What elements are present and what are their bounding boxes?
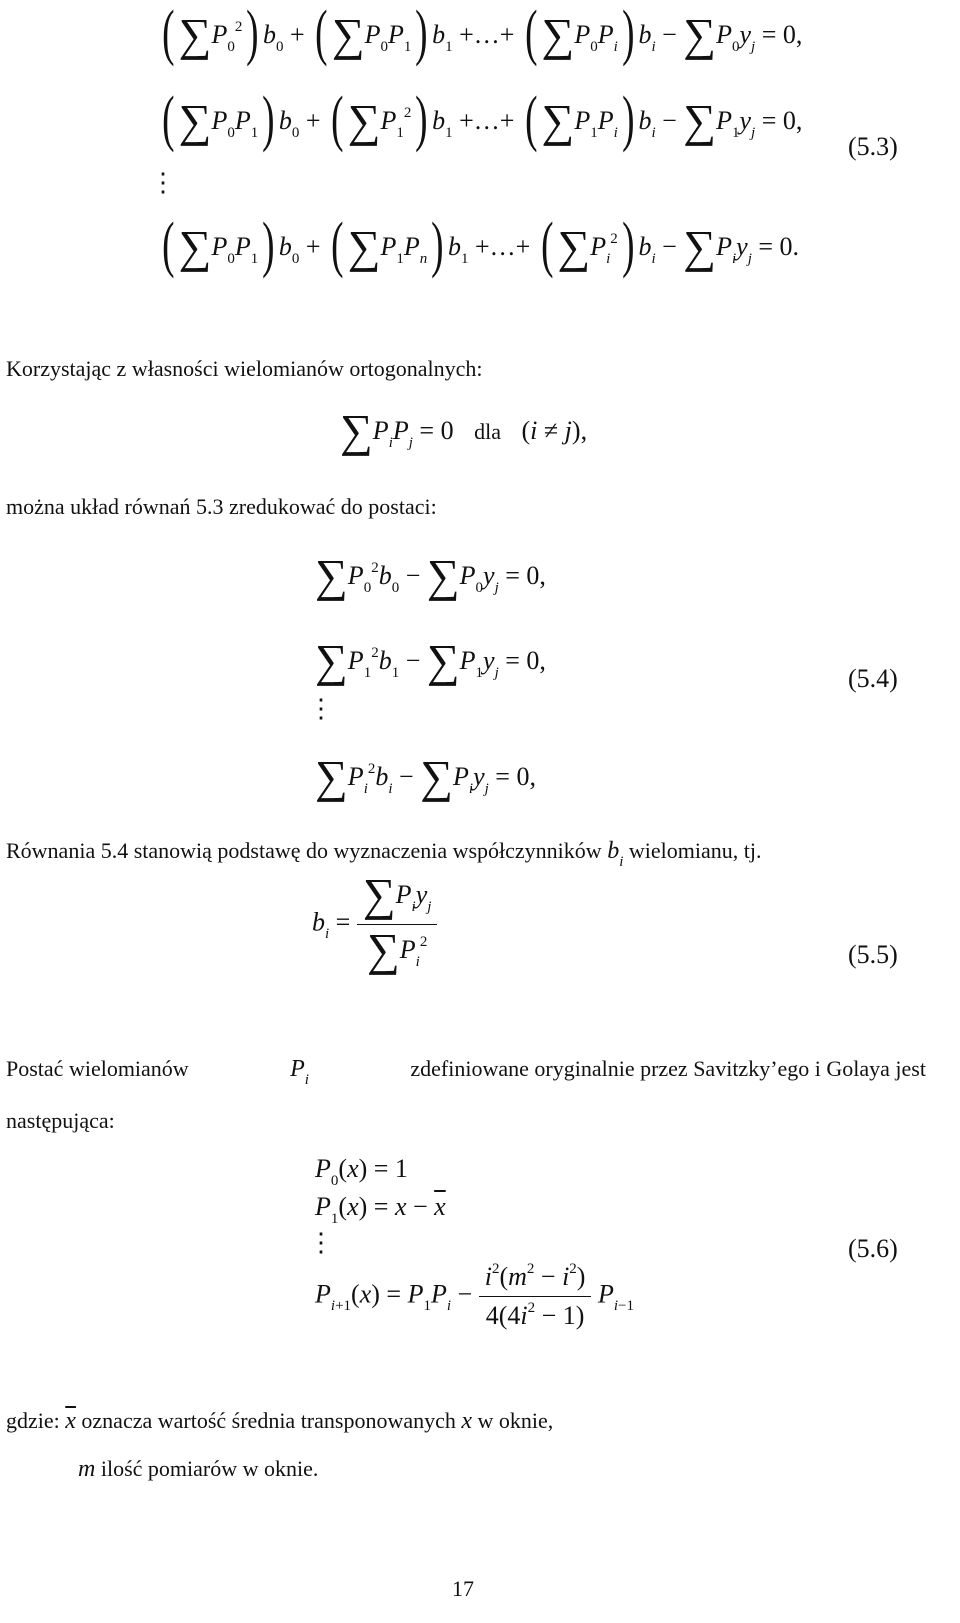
eq53-row1: $(\sum P_0^2) b_0 + (\sum P_0P_1)$ $b_1$ +…+ $(\sum P_0P_i) b_i - \sum P_0y_j = 0$, — [162, 0, 803, 67]
eq54-number: (5.4) — [848, 664, 898, 693]
eq56-fraction: $\frac{i^2(m^2 - i^2)}{4(4i^2 - 1)}$ — [479, 1262, 592, 1331]
paragraph-equations-54: Równania 5.4 stanowią podstawę do wyznaczenia współczynników $b_i$ wielomianu, tj. — [6, 838, 762, 870]
definitions-xbar: gdzie: $\overline{x}$ oznacza wartość średnia transponowanych x w oknie, — [6, 1408, 554, 1434]
para3-end: wielomianu, tj. — [628, 838, 762, 863]
definitions-m: m ilość pomiarów w oknie. — [78, 1456, 319, 1482]
gdzie-label: gdzie: — [6, 1408, 60, 1433]
orth-zero: 0 — [440, 415, 454, 445]
paragraph-savitzky: Postać wielomianów $P_i$ zdefiniowane oryginalnie przez Savitzky’ego i Golaya jest — [6, 1056, 926, 1088]
eq54-row2: $\sum P_1^2b_1 - \sum P_1y_j = 0$, — [315, 635, 546, 686]
eq53-row2: $(\sum P_0P_1) b_0 + (\sum P_1^2)$ $b_1$ +…+ $(\sum P_1P_i) b_i - \sum P_1y_j = 0$, — [162, 85, 803, 153]
eq55-fraction: $\frac{\sum P_iy_j}{\sum P_i^2}$ — [357, 874, 438, 975]
eq56-line1: $P_0(x) = 1$ — [315, 1154, 408, 1189]
eq54-row3-end: = 0, — [495, 761, 536, 791]
eq56-vdots: ⋮ — [308, 1228, 334, 1257]
para4-start: Postać wielomianów — [6, 1056, 189, 1081]
m-definition: ilość pomiarów w oknie. — [100, 1456, 319, 1481]
eq56-line2: $P_1(x) = x - \overline{x}$ — [315, 1192, 446, 1227]
eq55-number: (5.5) — [848, 940, 898, 969]
eq54-row1: $\sum P_0^2b_0 - \sum P_0y_j = 0$, — [315, 550, 546, 601]
paragraph-orthogonal: Korzystając z własności wielomianów ortogonalnych: — [6, 356, 483, 381]
eq53-vdots: ⋮ — [150, 168, 176, 197]
eq54-vdots: ⋮ — [308, 694, 334, 723]
eq53-number: (5.3) — [848, 132, 898, 161]
eq56-number: (5.6) — [848, 1234, 898, 1263]
xbar-definition-end: w oknie, — [477, 1408, 554, 1433]
eq53-row3: $(\sum P_0P_1) b_0 + (\sum P_1P_n)$ $b_1$ +…+ $(\sum P_i^2) b_i - \sum P_iy_j = 0$. — [162, 211, 800, 279]
xbar-definition: oznacza wartość średnia transponowanych — [81, 1408, 456, 1433]
paragraph-reduce: można układ równań 5.3 zredukować do postaci: — [6, 494, 437, 519]
eq54-row2-end: = 0, — [505, 645, 546, 675]
orthogonality-condition: $\sum P_iP_j = 0$ dla (i ≠ j), — [340, 405, 588, 456]
page-number: 17 — [452, 1576, 474, 1601]
eq54-row3: $\sum P_i^2b_i - \sum P_iy_j = 0$, — [315, 751, 536, 802]
orth-dla: dla — [474, 418, 501, 444]
eq54-row1-end: = 0, — [505, 560, 546, 590]
paragraph-savitzky-cont: następująca: — [6, 1108, 115, 1133]
para3-start: Równania 5.4 stanowią podstawę do wyznaczenia współczynników — [6, 838, 602, 863]
eq56-line3: $P_{i+1}(x) = P_1P_i$ − $\frac{i^2(m^2 - i^2)}{4(4i^2 - 1)}$ $P_{i-1}$ — [315, 1261, 634, 1330]
para4-end: zdefiniowane oryginalnie przez Savitzky’ego i Golaya jest — [410, 1056, 926, 1081]
equation-5-5: $b_i$ = $\frac{\sum P_iy_j}{\sum P_i^2}$ — [312, 874, 437, 975]
